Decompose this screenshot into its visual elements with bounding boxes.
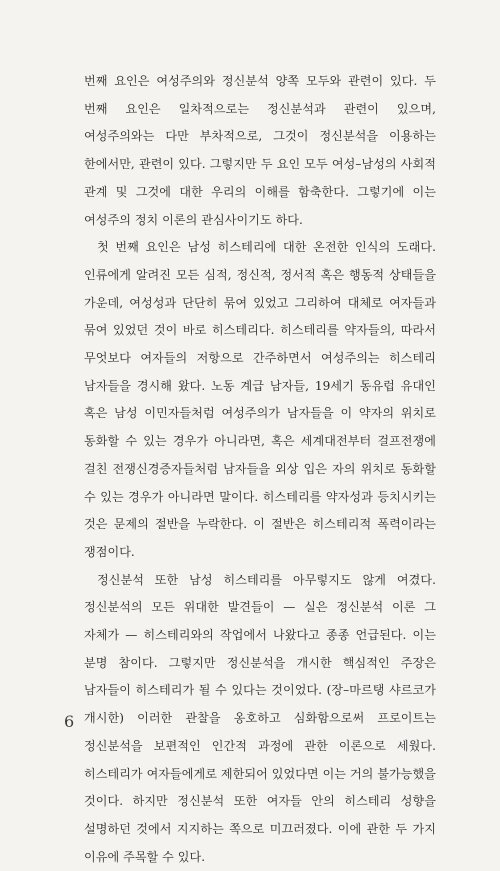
paragraph-3: 정신분석 또한 남성 히스테리를 아무렇지도 않게 여겼다. 정신분석의 모든 위대한 발견들이 — 실은 정신분석 이론 그 자체가 — 히스테리와의 작업에서 나왔다고 종종 언급된다. 이는 분명 참이다. 그렇지만 정신분석을 개시한 핵심적인 주장은 남자들이 히스테리가 될 수 있다는 것이었다. (장–마르탱 샤르코가 개시한) 이러한 관찰을 옹호하고 심화함으로써 프로이트는 정신분석을 보편적인 인간적 과정에 관한 이론으로 세웠다. 히스테리가 여자들에게로 제한되어 있었다면 이는 거의 불가능했을 것이다. 하지만 정신분석 또한 여자들 안의 히스테리 성향을 설명하던 것에서 지지하는 쪽으로 미끄러졌다. 이에 관한 두 가지 이유에 주목할 수 있다. <box>84 572 436 864</box>
paragraph-1: 번째 요인은 여성주의와 정신분석 양쪽 모두와 관련이 있다. 두 번째 요인은 일차적으로는 정신분석과 관련이 있으며, 여성주의와는 다만 부차적으로, 그것이 정신분석을 이용하는 한에서만, 관련이 있다. 그렇지만 두 요인 모두 여성–남성의 사회적 관계 및 그것에 대한 우리의 이해를 함축한다. 그렇기에 이는 여성주의 정치 이론의 관심사이기도 하다. <box>84 74 436 227</box>
page-number: 6 <box>64 712 75 731</box>
paragraph-2: 첫 번째 요인은 남성 히스테리에 대한 온전한 인식의 도래다. 인류에게 알려진 모든 심적, 정신적, 정서적 혹은 행동적 상태들을 가운데, 여성성과 단단히 묶여 있었고 그리하여 대체로 여자들과 묶여 있었던 것이 바로 히스테리다. 히스테리를 약자들의, 따라서 무엇보다 여자들의 저항으로 간주하면서 여성주의는 히스테리 남자들을 경시해 왔다. 노동 계급 남자들, 19세기 동유럽 유대인 혹은 남성 이민자들처럼 여성주의가 남자들을 이 약자의 위치로 동화할 수 있는 경우가 아니라면, 혹은 세계대전부터 걸프전쟁에 걸친 전쟁신경증자들처럼 남자들을 외상 입은 자의 위치로 동화할 수 있는 경우가 아니라면 말이다. 히스테리를 약자성과 등치시키는 것은 문제의 절반을 누락한다. 이 절반은 히스테리적 폭력이라는 쟁점이다. <box>84 240 436 559</box>
body-text <box>84 68 436 871</box>
